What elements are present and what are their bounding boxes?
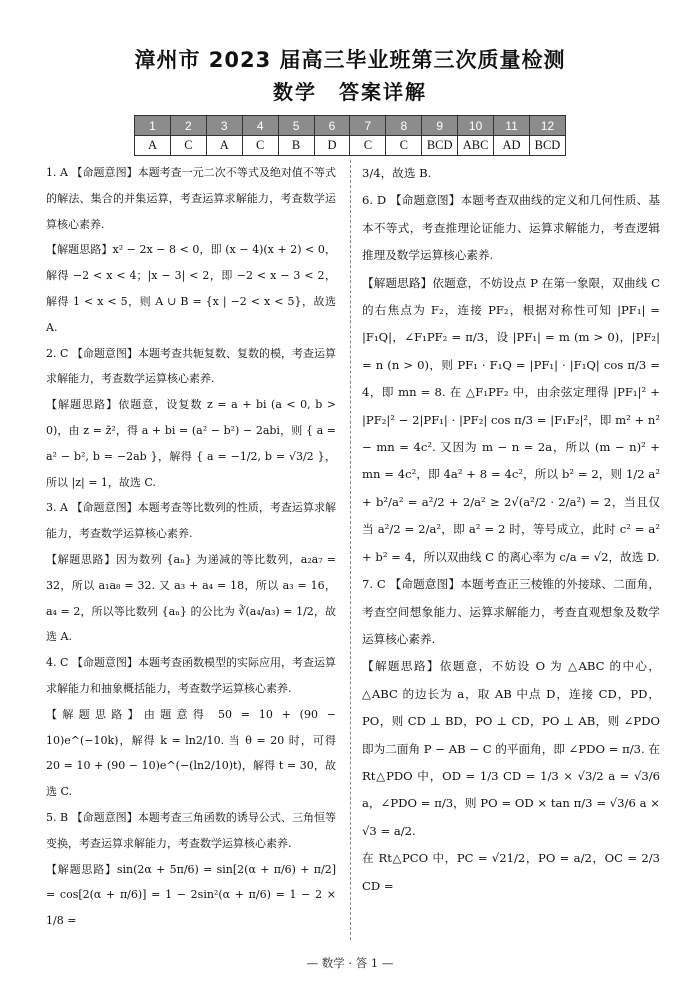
answer-cell: B xyxy=(278,136,314,156)
question-number-cell: 10 xyxy=(458,116,494,136)
question-number-cell: 11 xyxy=(494,116,530,136)
answer-table-header-row xyxy=(135,116,566,136)
q2-solution: 【解题思路】依题意，设复数 z = a + bi (a < 0, b > 0)，由 z = z̄²，得 a + bi = (a² − b²) − 2abi，则 { a = a² − b², b = −2ab }，解得 { a = −1/2, b = √3/2 }，所以 |z| = 1，故选 C. xyxy=(46,398,336,489)
q3-intent: 3. A 【命题意图】本题考查等比数列的性质，考查运算求解能力，考查数学运算核心素养. xyxy=(46,501,336,541)
q5-solution: 【解题思路】sin(2α + 5π/6) = sin[2(α + π/6) + π/2] = cos[2(α + π/6)] = 1 − 2sin²(α + π/6) = 1 − 2 × 1/8 = xyxy=(46,862,336,928)
q6-solution: 【解题思路】依题意，不妨设点 P 在第一象限，双曲线 C 的右焦点为 F₂，连接 PF₂，根据对称性可知 |PF₁| = |F₁Q|，∠F₁PF₂ = π/3，设 |PF₁| = m (m > 0)，|PF₂| = n (n > 0)，则 PF₁ · F₁Q = |PF₁| · |F₁Q| cos π/3 = 4，即 mn = 8. 在 △F₁PF₂ 中，由余弦定理得 |PF₁|² + |PF₂|² − 2|PF₁| · |PF₂| cos π/3 = |F₁F₂|²，即 m² + n² − mn = 4c². 又因为 m − n = 2a，所以 (m − n)² + mn = 4c²，即 4a² + 8 = 4c²，所以 b² = 2，则 1/2 a² + b²/a² = a²/2 + 2/a² ≥ 2√(a²/2 · 2/a²) = 2，当且仅当 a²/2 = 2/a²，即 a² = 2 时，等号成立，此时 c² = a² + b² = 4，所以双曲线 C 的离心率为 c/a = √2，故选 D. xyxy=(362,275,660,564)
answer-cell: BCD xyxy=(422,136,458,156)
question-number-cell: 8 xyxy=(386,116,422,136)
answer-cell: A xyxy=(135,136,171,156)
q2-intent: 2. C 【命题意图】本题考查共轭复数、复数的模，考查运算求解能力，考查数学运算核心素养. xyxy=(46,346,336,386)
q1-solution: 【解题思路】x² − 2x − 8 < 0，即 (x − 4)(x + 2) < 0，解得 −2 < x < 4；|x − 3| < 2，即 −2 < x − 3 < 2，解得 1 < x < 5，则 A ∪ B = {x | −2 < x < 5}，故选 A. xyxy=(46,243,336,334)
page-footer: — 数学 · 答 1 — xyxy=(306,956,394,970)
answer-cell: C xyxy=(170,136,206,156)
subtitle-rest: 答案详解 xyxy=(339,80,427,104)
question-number-cell: 1 xyxy=(135,116,171,136)
q4-intent: 4. C 【命题意图】本题考查函数模型的实际应用，考查运算求解能力和抽象概括能力，考查数学运算核心素养. xyxy=(46,656,336,695)
question-number-cell: 12 xyxy=(529,116,565,136)
q7-solution-cont: 在 Rt△PCO 中，PC = √21/2，PO = a/2，OC = 2/3 CD = xyxy=(362,851,660,893)
answer-cell: C xyxy=(386,136,422,156)
answer-cell: C xyxy=(350,136,386,156)
answer-cell: D xyxy=(314,136,350,156)
q5-intent: 5. B 【命题意图】本题考查三角函数的诱导公式、三角恒等变换，考查运算求解能力，考查数学运算核心素养. xyxy=(46,810,336,850)
question-number-cell: 9 xyxy=(422,116,458,136)
column-divider xyxy=(350,160,351,940)
question-number-cell: 4 xyxy=(242,116,278,136)
q3-solution: 【解题思路】因为数列 {aₙ} 为递减的等比数列，a₂a₇ = 32，所以 a₁a₈ = 32. 又 a₃ + a₄ = 18，所以 a₃ = 16，a₄ = 2，所以等比数列 {aₙ} 的公比为 ∛(a₄/a₃) = 1/2，故选 A. xyxy=(46,552,336,644)
right-column xyxy=(362,160,660,900)
answer-cell: A xyxy=(206,136,242,156)
answer-cell: AD xyxy=(494,136,530,156)
question-number-cell: 2 xyxy=(170,116,206,136)
left-column xyxy=(46,160,336,934)
q6-intent: 6. D 【命题意图】本题考查双曲线的定义和几何性质、基本不等式，考查推理论证能力、运算求解能力，考查逻辑推理及数学运算核心素养. xyxy=(362,193,660,263)
page-title: 漳州市 2023 届高三毕业班第三次质量检测 xyxy=(134,48,566,72)
question-number-cell: 5 xyxy=(278,116,314,136)
q7-solution: 【解题思路】依题意，不妨设 O 为 △ABC 的中心，△ABC 的边长为 a，取 AB 中点 D，连接 CD，PD，PO，则 CD ⊥ BD，PO ⊥ CD，PO ⊥ AB，则 ∠PDO 即为二面角 P − AB − C 的平面角，即 ∠PDO = π/3. 在 Rt△PDO 中，OD = 1/3 CD = 1/3 × √3/2 a = √3/6 a，∠PDO = π/3，则 PO = OD × tan π/3 = √3/6 a × √3 = a/2. xyxy=(362,659,660,838)
q1-intent: 1. A 【命题意图】本题考查一元二次不等式及绝对值不等式的解法、集合的并集运算，考查运算求解能力，考查数学运算核心素养. xyxy=(46,166,336,231)
subtitle-subject: 数学 xyxy=(273,80,317,104)
question-number-cell: 3 xyxy=(206,116,242,136)
q4-solution: 【解题思路】由题意得 50 = 10 + (90 − 10)e^(−10k)，解得 k = ln2/10. 当 θ = 20 时，可得 20 = 10 + (90 − 10)e^(−(ln2/10)t)，解得 t = 30，故选 C. xyxy=(46,707,336,799)
answer-cell: ABC xyxy=(458,136,494,156)
question-number-cell: 7 xyxy=(350,116,386,136)
q5-solution-end: 3/4，故选 B. xyxy=(362,166,432,180)
answer-cell: C xyxy=(242,136,278,156)
answer-table-value-row xyxy=(135,136,566,156)
answer-cell: BCD xyxy=(529,136,565,156)
page-subtitle xyxy=(0,76,700,105)
answer-table xyxy=(134,115,566,156)
question-number-cell: 6 xyxy=(314,116,350,136)
q7-intent: 7. C 【命题意图】本题考查正三棱锥的外接球、二面角，考查空间想象能力、运算求解能力，考查直观想象及数学运算核心素养. xyxy=(362,577,660,646)
